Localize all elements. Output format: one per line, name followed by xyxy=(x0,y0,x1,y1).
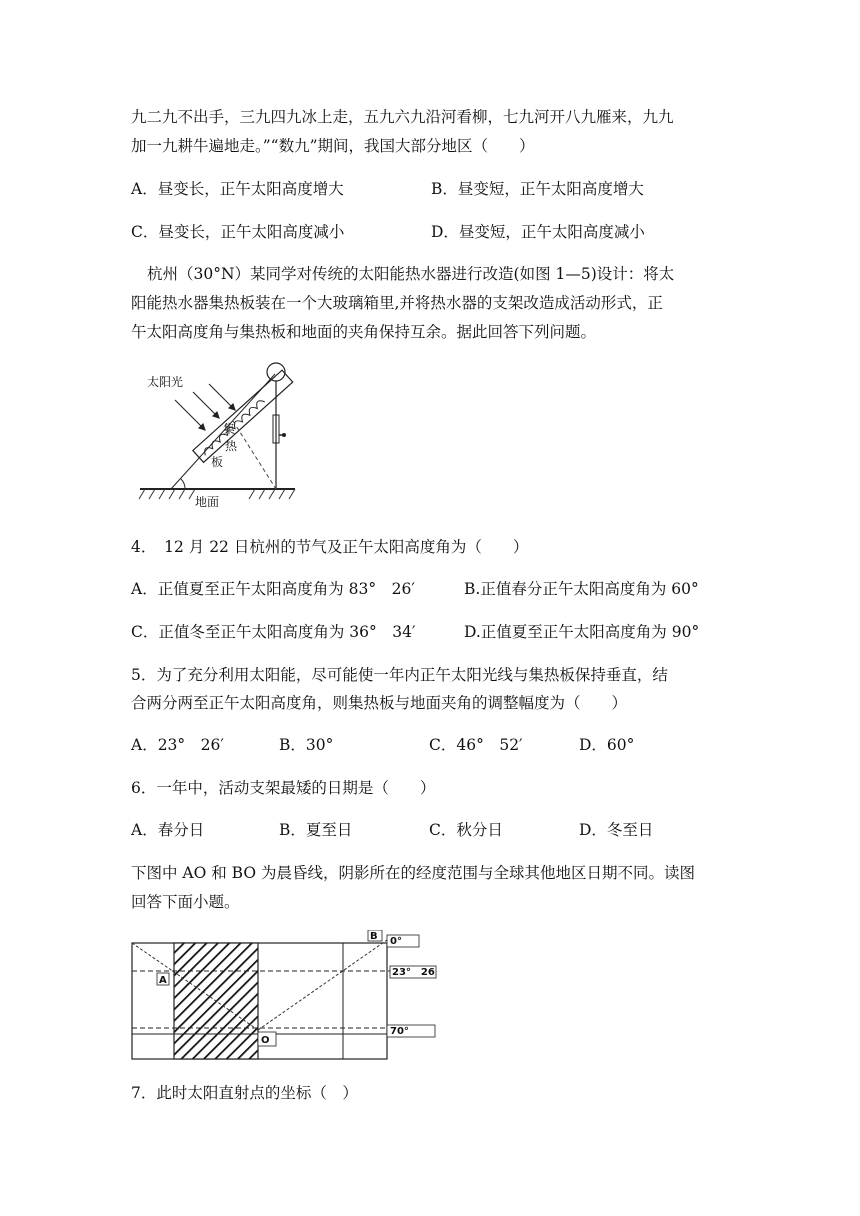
q0-option-d: D．昼变短，正午太阳高度减小 xyxy=(431,223,645,241)
label-o: O xyxy=(261,1035,270,1046)
q4-option-a: A．正值夏至正午太阳高度角为 83° 26′ xyxy=(131,580,415,598)
q0-option-a: A．昼变长，正午太阳高度增大 xyxy=(131,180,344,198)
panel-label-2: 热 xyxy=(225,439,238,453)
lat-label-0: 0° xyxy=(390,936,402,947)
sunlight-label: 太阳光 xyxy=(147,375,184,389)
q0-option-b: B．昼变短，正午太阳高度增大 xyxy=(431,180,644,198)
passage1-line-3: 午太阳高度角与集热板和地面的夹角保持互余。据此回答下列问题。 xyxy=(131,323,597,341)
panel-label-3: 板 xyxy=(211,455,224,469)
q5-option-c: C．46° 52′ xyxy=(429,736,523,754)
terminator-figure xyxy=(128,930,440,1065)
q4-option-c: C．正值冬至正午太阳高度角为 36° 34′ xyxy=(131,623,416,641)
label-b: B xyxy=(370,931,378,942)
panel-label-1: 集 xyxy=(223,422,236,436)
q6-option-c: C．秋分日 xyxy=(429,821,503,839)
q6-option-a: A．春分日 xyxy=(131,821,205,839)
q5-stem-1: 5．为了充分利用太阳能，尽可能使一年内正午太阳光线与集热板保持垂直，结 xyxy=(131,666,668,684)
q6-stem: 6．一年中，活动支架最矮的日期是（ ） xyxy=(131,779,436,797)
q0-option-c: C．昼变长，正午太阳高度减小 xyxy=(131,223,345,241)
q5-option-b: B．30° xyxy=(279,736,334,754)
lat-label-70: 70° xyxy=(390,1026,409,1037)
q5-stem-2: 合两分两至正午太阳高度角，则集热板与地面夹角的调整幅度为（ ） xyxy=(131,694,628,712)
q6-option-d: D．冬至日 xyxy=(579,821,654,839)
intro-line-1: 九二九不出手，三九四九冰上走，五九六九沿河看柳，七九河开八九雁来，九九 xyxy=(131,108,674,126)
q5-option-d: D．60° xyxy=(579,736,635,754)
passage1-line-2: 阳能热水器集热板装在一个大玻璃箱里,并将热水器的支架改造成活动形式，正 xyxy=(131,294,663,312)
q6-option-b: B．夏至日 xyxy=(279,821,353,839)
intro-line-2: 加一九耕牛遍地走。”“数九”期间，我国大部分地区（ ） xyxy=(131,137,535,155)
q4-option-d: D.正值夏至正午太阳高度角为 90° xyxy=(464,623,700,641)
solar-heater-figure xyxy=(135,360,300,510)
passage1-line-1: 杭州（30°N）某同学对传统的太阳能热水器进行改造(如图 1—5)设计：将太 xyxy=(147,265,675,283)
lat-label-23: 23° 26 xyxy=(392,967,435,978)
q4-stem: 4． 12 月 22 日杭州的节气及正午太阳高度角为（ ） xyxy=(131,538,529,556)
q4-option-b: B.正值春分正午太阳高度角为 60° xyxy=(464,580,699,598)
passage2-line-1: 下图中 AO 和 BO 为晨昏线，阴影所在的经度范围与全球其他地区日期不同。读图 xyxy=(131,864,695,882)
q7-stem: 7．此时太阳直射点的坐标（ ） xyxy=(131,1084,358,1102)
passage2-line-2: 回答下面小题。 xyxy=(131,893,240,911)
ground-label: 地面 xyxy=(195,495,220,509)
q5-option-a: A．23° 26′ xyxy=(131,736,224,754)
label-a: A xyxy=(159,975,167,986)
